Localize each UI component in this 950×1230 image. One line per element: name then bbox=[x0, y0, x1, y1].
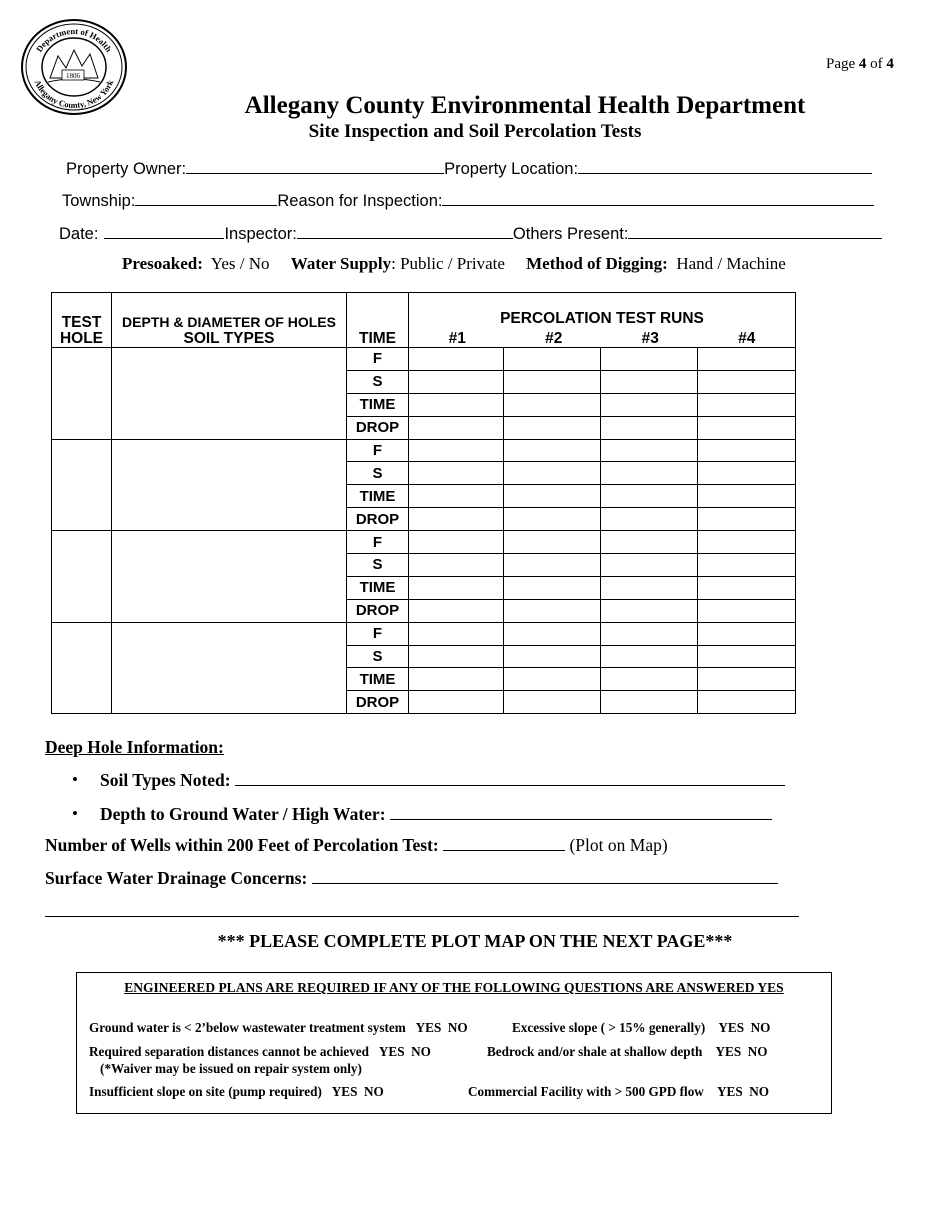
others-present-label: Others Present: bbox=[512, 225, 629, 243]
row-label: S bbox=[347, 370, 409, 393]
drainage-label: Surface Water Drainage Concerns: bbox=[45, 868, 308, 888]
soil-types-cell[interactable] bbox=[112, 531, 347, 623]
drainage-extra-line[interactable] bbox=[45, 916, 799, 917]
digging-method-options[interactable]: Hand / Machine bbox=[676, 254, 786, 273]
row-label: F bbox=[347, 439, 409, 462]
inspector-field[interactable] bbox=[297, 223, 513, 239]
run-cell[interactable] bbox=[698, 416, 796, 439]
run-cell[interactable] bbox=[698, 691, 796, 714]
date-row bbox=[59, 223, 882, 244]
water-supply-options[interactable]: : Public / Private bbox=[391, 254, 505, 273]
run-cell[interactable] bbox=[409, 576, 504, 599]
test-row bbox=[52, 439, 796, 462]
date-label: Date: bbox=[59, 225, 99, 243]
others-present-field[interactable] bbox=[628, 223, 882, 239]
engineered-plans-box bbox=[76, 972, 832, 1114]
seal-year: 1806 bbox=[66, 72, 80, 80]
test-row bbox=[52, 531, 796, 554]
soil-types-label: Soil Types Noted: bbox=[100, 770, 231, 790]
run-cell[interactable] bbox=[504, 622, 601, 645]
yes-option[interactable]: YES bbox=[331, 1084, 358, 1099]
run-cell[interactable] bbox=[601, 554, 698, 577]
test-runs-header: PERCOLATION TEST RUNS #1 #2 #3 #4 bbox=[409, 293, 796, 348]
wells-label: Number of Wells within 200 Feet of Percolation Test: bbox=[45, 835, 439, 855]
row-label: DROP bbox=[347, 691, 409, 714]
run-cell[interactable] bbox=[698, 622, 796, 645]
options-row bbox=[122, 254, 786, 274]
run-cell[interactable] bbox=[409, 462, 504, 485]
run-cell[interactable] bbox=[504, 508, 601, 531]
run-cell[interactable] bbox=[698, 531, 796, 554]
reason-label: Reason for Inspection: bbox=[277, 192, 443, 210]
run-cell[interactable] bbox=[409, 622, 504, 645]
no-option[interactable]: NO bbox=[411, 1044, 431, 1059]
time-header: TIME bbox=[347, 293, 409, 348]
reason-field[interactable] bbox=[442, 190, 874, 206]
property-owner-row bbox=[66, 158, 872, 179]
yes-option[interactable]: YES bbox=[378, 1044, 405, 1059]
drainage-field[interactable] bbox=[312, 869, 778, 884]
run-cell[interactable] bbox=[409, 508, 504, 531]
row-label: S bbox=[347, 554, 409, 577]
plot-on-map-text: (Plot on Map) bbox=[569, 835, 668, 855]
run-number: #1 bbox=[448, 330, 466, 347]
run-cell[interactable] bbox=[504, 462, 601, 485]
run-cell[interactable] bbox=[409, 691, 504, 714]
presoaked-label: Presoaked: bbox=[122, 254, 203, 273]
bullet-icon: • bbox=[72, 770, 78, 789]
ground-water-row bbox=[100, 804, 772, 825]
run-number: #4 bbox=[738, 330, 756, 347]
no-option[interactable]: NO bbox=[447, 1020, 468, 1035]
run-cell[interactable] bbox=[698, 576, 796, 599]
run-cell[interactable] bbox=[698, 668, 796, 691]
run-cell[interactable] bbox=[409, 370, 504, 393]
run-cell[interactable] bbox=[409, 439, 504, 462]
row-label: TIME bbox=[347, 576, 409, 599]
township-label: Township: bbox=[62, 192, 136, 210]
run-cell[interactable] bbox=[601, 576, 698, 599]
row-label: F bbox=[347, 348, 409, 371]
run-number: #2 bbox=[545, 330, 563, 347]
engineered-plans-heading: ENGINEERED PLANS ARE REQUIRED IF ANY OF THE FOLLOWING QUESTIONS ARE ANSWERED YES bbox=[124, 980, 784, 995]
page-title: Allegany County Environmental Health Department bbox=[244, 92, 806, 119]
run-cell[interactable] bbox=[409, 393, 504, 416]
soil-types-row bbox=[100, 770, 785, 791]
row-label: F bbox=[347, 622, 409, 645]
no-option[interactable]: NO bbox=[364, 1084, 384, 1099]
run-cell[interactable] bbox=[698, 393, 796, 416]
yes-option[interactable]: YES bbox=[718, 1020, 745, 1035]
run-cell[interactable] bbox=[698, 485, 796, 508]
run-cell[interactable] bbox=[601, 416, 698, 439]
run-cell[interactable] bbox=[504, 370, 601, 393]
row-label: DROP bbox=[347, 508, 409, 531]
run-cell[interactable] bbox=[698, 439, 796, 462]
presoaked-options[interactable]: Yes / No bbox=[210, 254, 270, 273]
run-cell[interactable] bbox=[504, 599, 601, 622]
soil-types-cell[interactable] bbox=[112, 439, 347, 531]
property-location-field[interactable] bbox=[578, 158, 872, 174]
row-label: S bbox=[347, 645, 409, 668]
question-ground-water: Ground water is < 2’below wastewater treatment system YES NO bbox=[89, 1020, 468, 1035]
digging-method-label: Method of Digging: bbox=[526, 254, 668, 273]
run-cell[interactable] bbox=[504, 416, 601, 439]
run-cell[interactable] bbox=[698, 645, 796, 668]
run-cell[interactable] bbox=[504, 485, 601, 508]
run-cell[interactable] bbox=[601, 668, 698, 691]
seal-text-top: Department of Health bbox=[33, 25, 115, 54]
township-field[interactable] bbox=[135, 190, 277, 206]
bullet-icon: • bbox=[72, 804, 78, 823]
run-cell[interactable] bbox=[601, 599, 698, 622]
row-label: S bbox=[347, 462, 409, 485]
run-cell[interactable] bbox=[504, 576, 601, 599]
run-cell[interactable] bbox=[601, 348, 698, 371]
property-owner-field[interactable] bbox=[186, 158, 444, 174]
run-cell[interactable] bbox=[504, 439, 601, 462]
run-cell[interactable] bbox=[601, 370, 698, 393]
test-row bbox=[52, 348, 796, 371]
row-label: TIME bbox=[347, 485, 409, 508]
run-cell[interactable] bbox=[601, 645, 698, 668]
run-cell[interactable] bbox=[409, 531, 504, 554]
question-separation: Required separation distances cannot be achieved YES NO bbox=[89, 1044, 431, 1059]
run-cell[interactable] bbox=[601, 485, 698, 508]
run-cell[interactable] bbox=[504, 645, 601, 668]
run-cell[interactable] bbox=[601, 462, 698, 485]
test-hole-header: TEST HOLE bbox=[52, 293, 112, 348]
run-cell[interactable] bbox=[504, 531, 601, 554]
run-cell[interactable] bbox=[698, 462, 796, 485]
run-cell[interactable] bbox=[504, 348, 601, 371]
run-cell[interactable] bbox=[409, 645, 504, 668]
run-cell[interactable] bbox=[698, 508, 796, 531]
run-cell[interactable] bbox=[409, 485, 504, 508]
township-row bbox=[62, 190, 874, 211]
row-label: F bbox=[347, 531, 409, 554]
run-cell[interactable] bbox=[409, 668, 504, 691]
run-cell[interactable] bbox=[601, 531, 698, 554]
yes-option[interactable]: YES bbox=[715, 1044, 742, 1059]
row-label: TIME bbox=[347, 393, 409, 416]
run-cell[interactable] bbox=[698, 599, 796, 622]
run-number: #3 bbox=[641, 330, 659, 347]
row-label: DROP bbox=[347, 599, 409, 622]
property-owner-label: Property Owner: bbox=[66, 160, 187, 178]
page-number: Page 4 of 4 bbox=[826, 56, 894, 72]
run-cell[interactable] bbox=[409, 348, 504, 371]
soil-types-cell[interactable] bbox=[112, 348, 347, 440]
test-hole-cell[interactable] bbox=[52, 622, 112, 714]
deep-hole-heading: Deep Hole Information: bbox=[45, 737, 224, 757]
run-cell[interactable] bbox=[409, 599, 504, 622]
soil-types-header: DEPTH & DIAMETER OF HOLES SOIL TYPES bbox=[112, 293, 347, 348]
run-cell[interactable] bbox=[409, 416, 504, 439]
date-field[interactable] bbox=[104, 223, 224, 239]
run-cell[interactable] bbox=[601, 439, 698, 462]
yes-option[interactable]: YES bbox=[717, 1084, 743, 1099]
ground-water-label: Depth to Ground Water / High Water: bbox=[100, 804, 386, 824]
page-subtitle: Site Inspection and Soil Percolation Tests bbox=[308, 121, 642, 142]
plot-map-notice: *** PLEASE COMPLETE PLOT MAP ON THE NEXT PAGE*** bbox=[217, 931, 733, 951]
row-label: TIME bbox=[347, 668, 409, 691]
question-insufficient-slope: Insufficient slope on site (pump required) YES NO bbox=[89, 1084, 384, 1099]
row-label: DROP bbox=[347, 416, 409, 439]
drainage-row bbox=[45, 868, 778, 889]
question-bedrock: Bedrock and/or shale at shallow depth YES NO bbox=[487, 1044, 768, 1059]
run-cell[interactable] bbox=[698, 554, 796, 577]
run-cell[interactable] bbox=[504, 691, 601, 714]
run-cell[interactable] bbox=[698, 370, 796, 393]
no-option[interactable]: NO bbox=[749, 1084, 770, 1099]
no-option[interactable]: NO bbox=[750, 1020, 771, 1035]
percolation-table bbox=[51, 292, 796, 714]
run-cell[interactable] bbox=[504, 668, 601, 691]
run-cell[interactable] bbox=[698, 348, 796, 371]
property-location-label: Property Location: bbox=[444, 160, 579, 178]
run-cell[interactable] bbox=[504, 554, 601, 577]
seal-text-bottom: Allegany County, New York bbox=[32, 78, 116, 111]
test-hole-cell[interactable] bbox=[52, 439, 112, 531]
soil-types-field[interactable] bbox=[235, 771, 785, 786]
test-hole-cell[interactable] bbox=[52, 348, 112, 440]
question-commercial: Commercial Facility with > 500 GPD flow YES NO bbox=[468, 1084, 770, 1099]
yes-option[interactable]: YES bbox=[415, 1020, 442, 1035]
wells-field[interactable] bbox=[443, 836, 565, 851]
soil-types-cell[interactable] bbox=[112, 622, 347, 714]
inspector-label: Inspector: bbox=[224, 225, 297, 243]
run-cell[interactable] bbox=[601, 393, 698, 416]
test-row bbox=[52, 622, 796, 645]
run-cell[interactable] bbox=[601, 508, 698, 531]
ground-water-field[interactable] bbox=[390, 805, 772, 820]
question-excessive-slope: Excessive slope ( > 15% generally) YES NO bbox=[512, 1020, 771, 1035]
run-cell[interactable] bbox=[601, 691, 698, 714]
water-supply-label: Water Supply bbox=[290, 254, 392, 273]
no-option[interactable]: NO bbox=[747, 1044, 768, 1059]
run-cell[interactable] bbox=[409, 554, 504, 577]
run-cell[interactable] bbox=[601, 622, 698, 645]
test-hole-cell[interactable] bbox=[52, 531, 112, 623]
run-cell[interactable] bbox=[504, 393, 601, 416]
waiver-note: (*Waiver may be issued on repair system only) bbox=[100, 1061, 362, 1076]
wells-row bbox=[45, 835, 668, 856]
